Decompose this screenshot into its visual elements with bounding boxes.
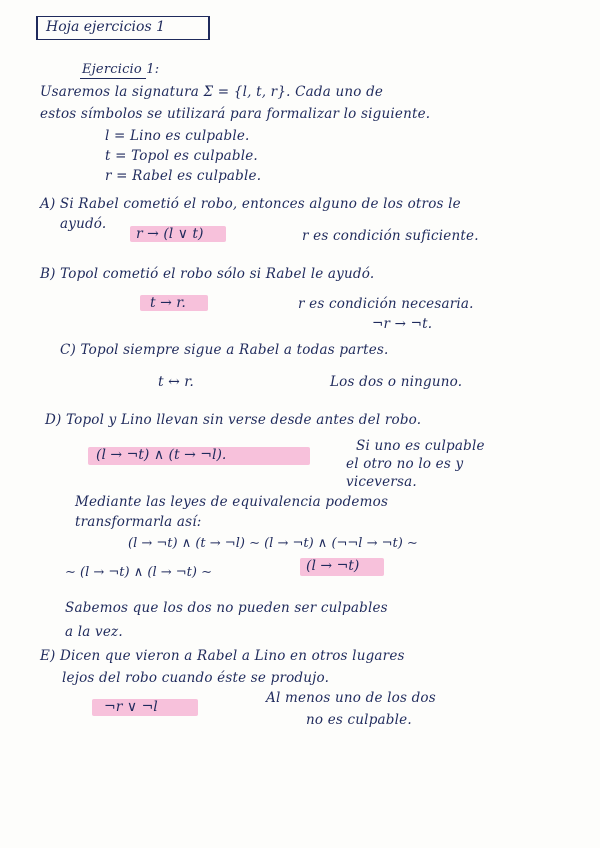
a-text-2: ayudó. bbox=[60, 216, 107, 232]
d-note-1: Si uno es culpable bbox=[356, 438, 485, 454]
d-text: D) Topol y Lino llevan sin verse desde antes del robo. bbox=[45, 412, 422, 428]
d-note-2: el otro no lo es y bbox=[346, 456, 464, 472]
b-formula: t → r. bbox=[150, 295, 186, 311]
d-derivation-intro-1: Mediante las leyes de equivalencia podemos bbox=[75, 494, 389, 510]
c-note: Los dos o ninguno. bbox=[330, 374, 463, 390]
e-text-1: E) Dicen que vieron a Rabel a Lino en otros lugares bbox=[40, 648, 405, 664]
intro-line-2: estos símbolos se utilizará para formalizar lo siguiente. bbox=[40, 106, 431, 122]
d-derivation-1: (l → ¬t) ∧ (t → ¬l) ∼ (l → ¬t) ∧ (¬¬l → ¬t) ∼ bbox=[128, 536, 418, 551]
b-note: r es condición necesaria. bbox=[298, 296, 474, 312]
c-text: C) Topol siempre sigue a Rabel a todas partes. bbox=[60, 342, 389, 358]
b-text: B) Topol cometió el robo sólo si Rabel le ayudó. bbox=[40, 266, 375, 282]
a-note: r es condición suficiente. bbox=[302, 228, 479, 244]
d-conclusion-1: Sabemos que los dos no pueden ser culpables bbox=[65, 600, 388, 616]
d-note-3: viceversa. bbox=[346, 474, 417, 490]
symbol-t: t = Topol es culpable. bbox=[105, 148, 258, 164]
d-derivation-intro-2: transformarla así: bbox=[75, 514, 202, 530]
symbol-l: l = Lino es culpable. bbox=[105, 128, 250, 144]
b-note-2: ¬r → ¬t. bbox=[372, 316, 433, 332]
d-formula: (l → ¬t) ∧ (t → ¬l). bbox=[96, 447, 227, 463]
d-derivation-result: (l → ¬t) bbox=[306, 558, 360, 574]
a-text-1: A) Si Rabel cometió el robo, entonces alguno de los otros le bbox=[40, 196, 461, 212]
e-formula: ¬r ∨ ¬l bbox=[104, 699, 158, 715]
e-note-2: no es culpable. bbox=[306, 712, 412, 728]
heading-underline bbox=[80, 78, 146, 79]
page-title: Hoja ejercicios 1 bbox=[46, 19, 165, 35]
d-conclusion-2: a la vez. bbox=[65, 624, 123, 640]
e-note-1: Al menos uno de los dos bbox=[266, 690, 436, 706]
d-derivation-2: ∼ (l → ¬t) ∧ (l → ¬t) ∼ bbox=[65, 565, 212, 580]
c-formula: t ↔ r. bbox=[158, 374, 194, 390]
intro-line-1: Usaremos la signatura Σ = {l, t, r}. Cada uno de bbox=[40, 84, 384, 100]
exercise-heading: Ejercicio 1: bbox=[82, 62, 160, 77]
symbol-r: r = Rabel es culpable. bbox=[105, 168, 262, 184]
e-text-2: lejos del robo cuando éste se produjo. bbox=[62, 670, 330, 686]
a-formula: r → (l ∨ t) bbox=[136, 226, 204, 242]
title-box bbox=[36, 16, 210, 40]
